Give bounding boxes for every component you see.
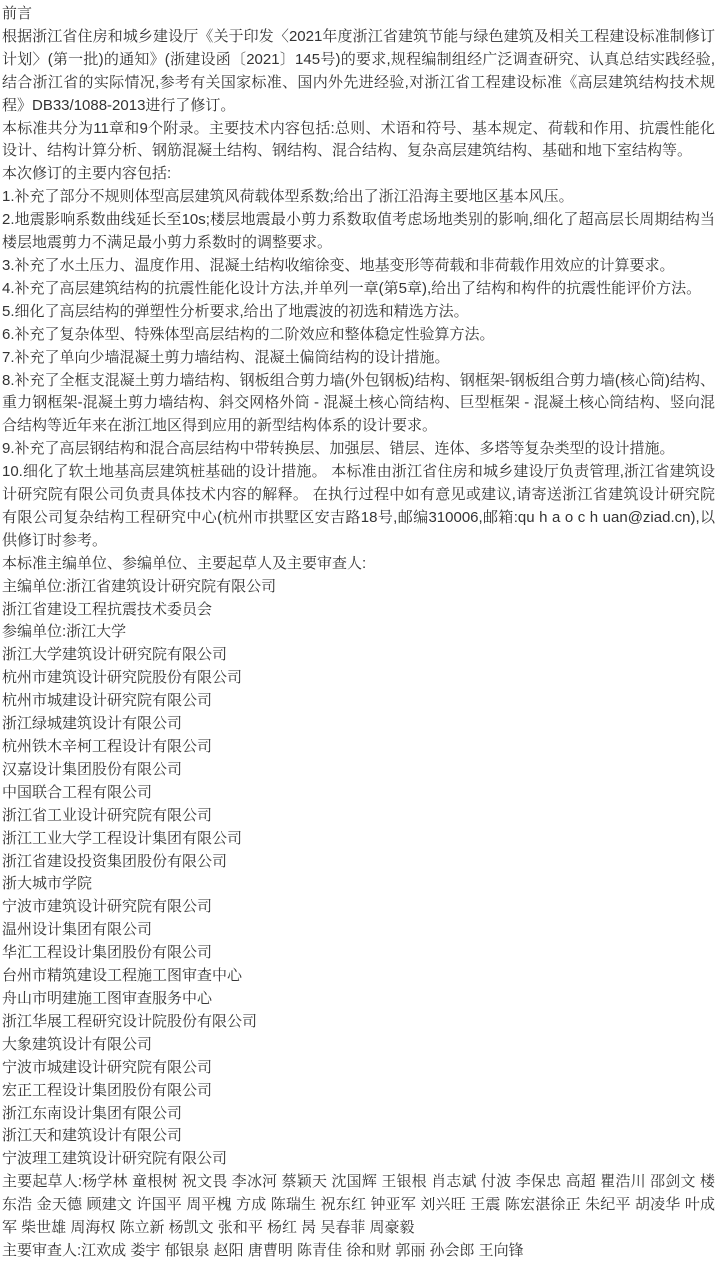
participating-unit: 浙江东南设计集团有限公司 (2, 1104, 183, 1122)
participating-unit: 浙江省工业设计研究院有限公司 (2, 806, 213, 824)
revision-item-3: 3.补充了水土压力、温度作用、混凝土结构收缩徐变、地基变形等荷载和非荷载作用效应的计算要求。 (2, 256, 675, 274)
revision-item-10: 10.细化了软土地基高层建筑桩基础的设计措施。 本标准由浙江省住房和城乡建设厅负责管理,浙江省建筑设计研究院有限公司负责具体技术内容的解释。 在执行过程中如有意见或建议,请寄送浙江省建筑设计研究院有限公司复杂结构工程研究中心(杭州市拱墅区安吉路18号,邮编310006,邮箱:qu h a o c h uan@ziad.cn),以供修订时参考。 (2, 463, 715, 549)
overview-paragraph: 本标准共分为11章和9个附录。主要技术内容包括:总则、术语和符号、基本规定、荷载和作用、抗震性能化设计、结构计算分析、钢筋混凝土结构、钢结构、混合结构、复杂高层建筑结构、基础和地下室结构等。 (2, 119, 715, 160)
participating-unit: 温州设计集团有限公司 (2, 921, 153, 939)
participating-unit: 宁波理工建筑设计研究院有限公司 (2, 1150, 228, 1168)
participating-unit: 杭州市城建设计研究院有限公司 (2, 692, 213, 710)
revision-item-2: 2.地震影响系数曲线延长至10s;楼层地震最小剪力系数取值考虑场地类别的影响,细化了超高层长周期结构当楼层地震剪力不满足最小剪力系数时的调整要求。 (2, 211, 715, 252)
participating-unit: 台州市精筑建设工程施工图审查中心 (2, 967, 243, 985)
participating-unit: 舟山市明建施工图审查服务中心 (2, 989, 213, 1007)
revision-item-7: 7.补充了单向少墙混凝土剪力墙结构、混凝土偏筒结构的设计措施。 (2, 348, 450, 366)
participating-unit: 参编单位:浙江大学 (2, 623, 127, 641)
participating-unit: 杭州铁木辛柯工程设计有限公司 (2, 738, 213, 755)
revision-list-heading: 本次修订的主要内容包括: (2, 165, 172, 183)
document-title: 前言 (2, 5, 33, 22)
participating-unit: 浙江绿城建筑设计有限公司 (2, 715, 183, 733)
drafters-line: 主要起草人:杨学林 童根树 祝文畏 李冰河 蔡颖天 沈国辉 王银根 肖志斌 付波 李保忠 高超 瞿浩川 邵剑文 楼东浩 金天德 顾建文 许国平 周平槐 方成 陈瑞生 祝东红 钟亚军 刘兴旺 王震 陈宏湛徐正 朱纪平 胡凌华 叶成军 柴世雄 周海权 陈立新 杨凯文 张和平 杨红 昺 吴春菲 周豪毅 (2, 1173, 715, 1237)
revision-item-6: 6.补充了复杂体型、特殊体型高层结构的二阶效应和整体稳定性验算方法。 (2, 325, 495, 343)
participating-unit: 汉嘉设计集团股份有限公司 (2, 760, 183, 778)
participating-unit: 大象建筑设计有限公司 (2, 1035, 153, 1053)
revision-item-9: 9.补充了高层钢结构和混合高层结构中带转换层、加强层、错层、连体、多塔等复杂类型的设计措施。 (2, 440, 675, 458)
participating-unit: 浙江大学建筑设计研究院有限公司 (2, 646, 228, 664)
participating-unit: 宁波市建筑设计研究院有限公司 (2, 898, 213, 916)
revision-item-5: 5.细化了高层结构的弹塑性分析要求,给出了地震波的初选和精选方法。 (2, 302, 469, 320)
chief-editor-unit: 主编单位:浙江省建筑设计研究院有限公司 (2, 577, 277, 595)
participating-unit: 浙江省建设投资集团股份有限公司 (2, 852, 228, 870)
credits-heading: 本标准主编单位、参编单位、主要起草人及主要审查人: (2, 554, 367, 572)
reviewers-line: 主要审查人:江欢成 娄宇 郁银泉 赵阳 唐曹明 陈青佳 徐和财 郭丽 孙会郎 王向锋 (2, 1241, 524, 1259)
participating-unit: 浙江天和建筑设计有限公司 (2, 1127, 183, 1145)
revision-item-8: 8.补充了全框支混凝土剪力墙结构、钢板组合剪力墙(外包钢板)结构、钢框架-钢板组合剪力墙(核心筒)结构、重力钢框架-混凝土剪力墙结构、斜交网格外筒 - 混凝土核心筒结构、巨型框架 - 混凝土核心筒结构、竖向混合结构等近年来在浙江地区得到应用的新型结构体系的设计要求。 (2, 371, 715, 435)
revision-item-4: 4.补充了高层建筑结构的抗震性能化设计方法,并单列一章(第5章),给出了结构和构件的抗震性能评价方法。 (2, 279, 702, 297)
intro-paragraph: 根据浙江省住房和城乡建设厅《关于印发〈2021年度浙江省建筑节能与绿色建筑及相关工程建设标准制修订计划〉(第一批)的通知》(浙建设函〔2021〕145号)的要求,规程编制组经广泛调查研究、认真总结实践经验,结合浙江省的实际情况,参考有关国家标准、国内外先进经验,对浙江省工程建设标准《高层建筑结构技术规程》DB33/1088-2013进行了修订。 (2, 27, 715, 114)
chief-editor-unit: 浙江省建设工程抗震技术委员会 (2, 600, 213, 618)
participating-unit: 宏正工程设计集团股份有限公司 (2, 1081, 213, 1099)
participating-unit: 浙大城市学院 (2, 875, 93, 893)
participating-unit: 中国联合工程有限公司 (2, 783, 153, 801)
revision-item-1: 1.补充了部分不规则体型高层建筑风荷载体型系数;给出了浙江沿海主要地区基本风压。 (2, 188, 574, 206)
participating-unit: 浙江工业大学工程设计集团有限公司 (2, 829, 243, 847)
participating-unit: 宁波市城建设计研究院有限公司 (2, 1058, 213, 1076)
participating-unit: 华汇工程设计集团股份有限公司 (2, 944, 213, 962)
participating-unit: 杭州市建筑设计研究院股份有限公司 (2, 669, 243, 687)
participating-unit: 浙江华展工程研究设计院股份有限公司 (2, 1012, 258, 1030)
